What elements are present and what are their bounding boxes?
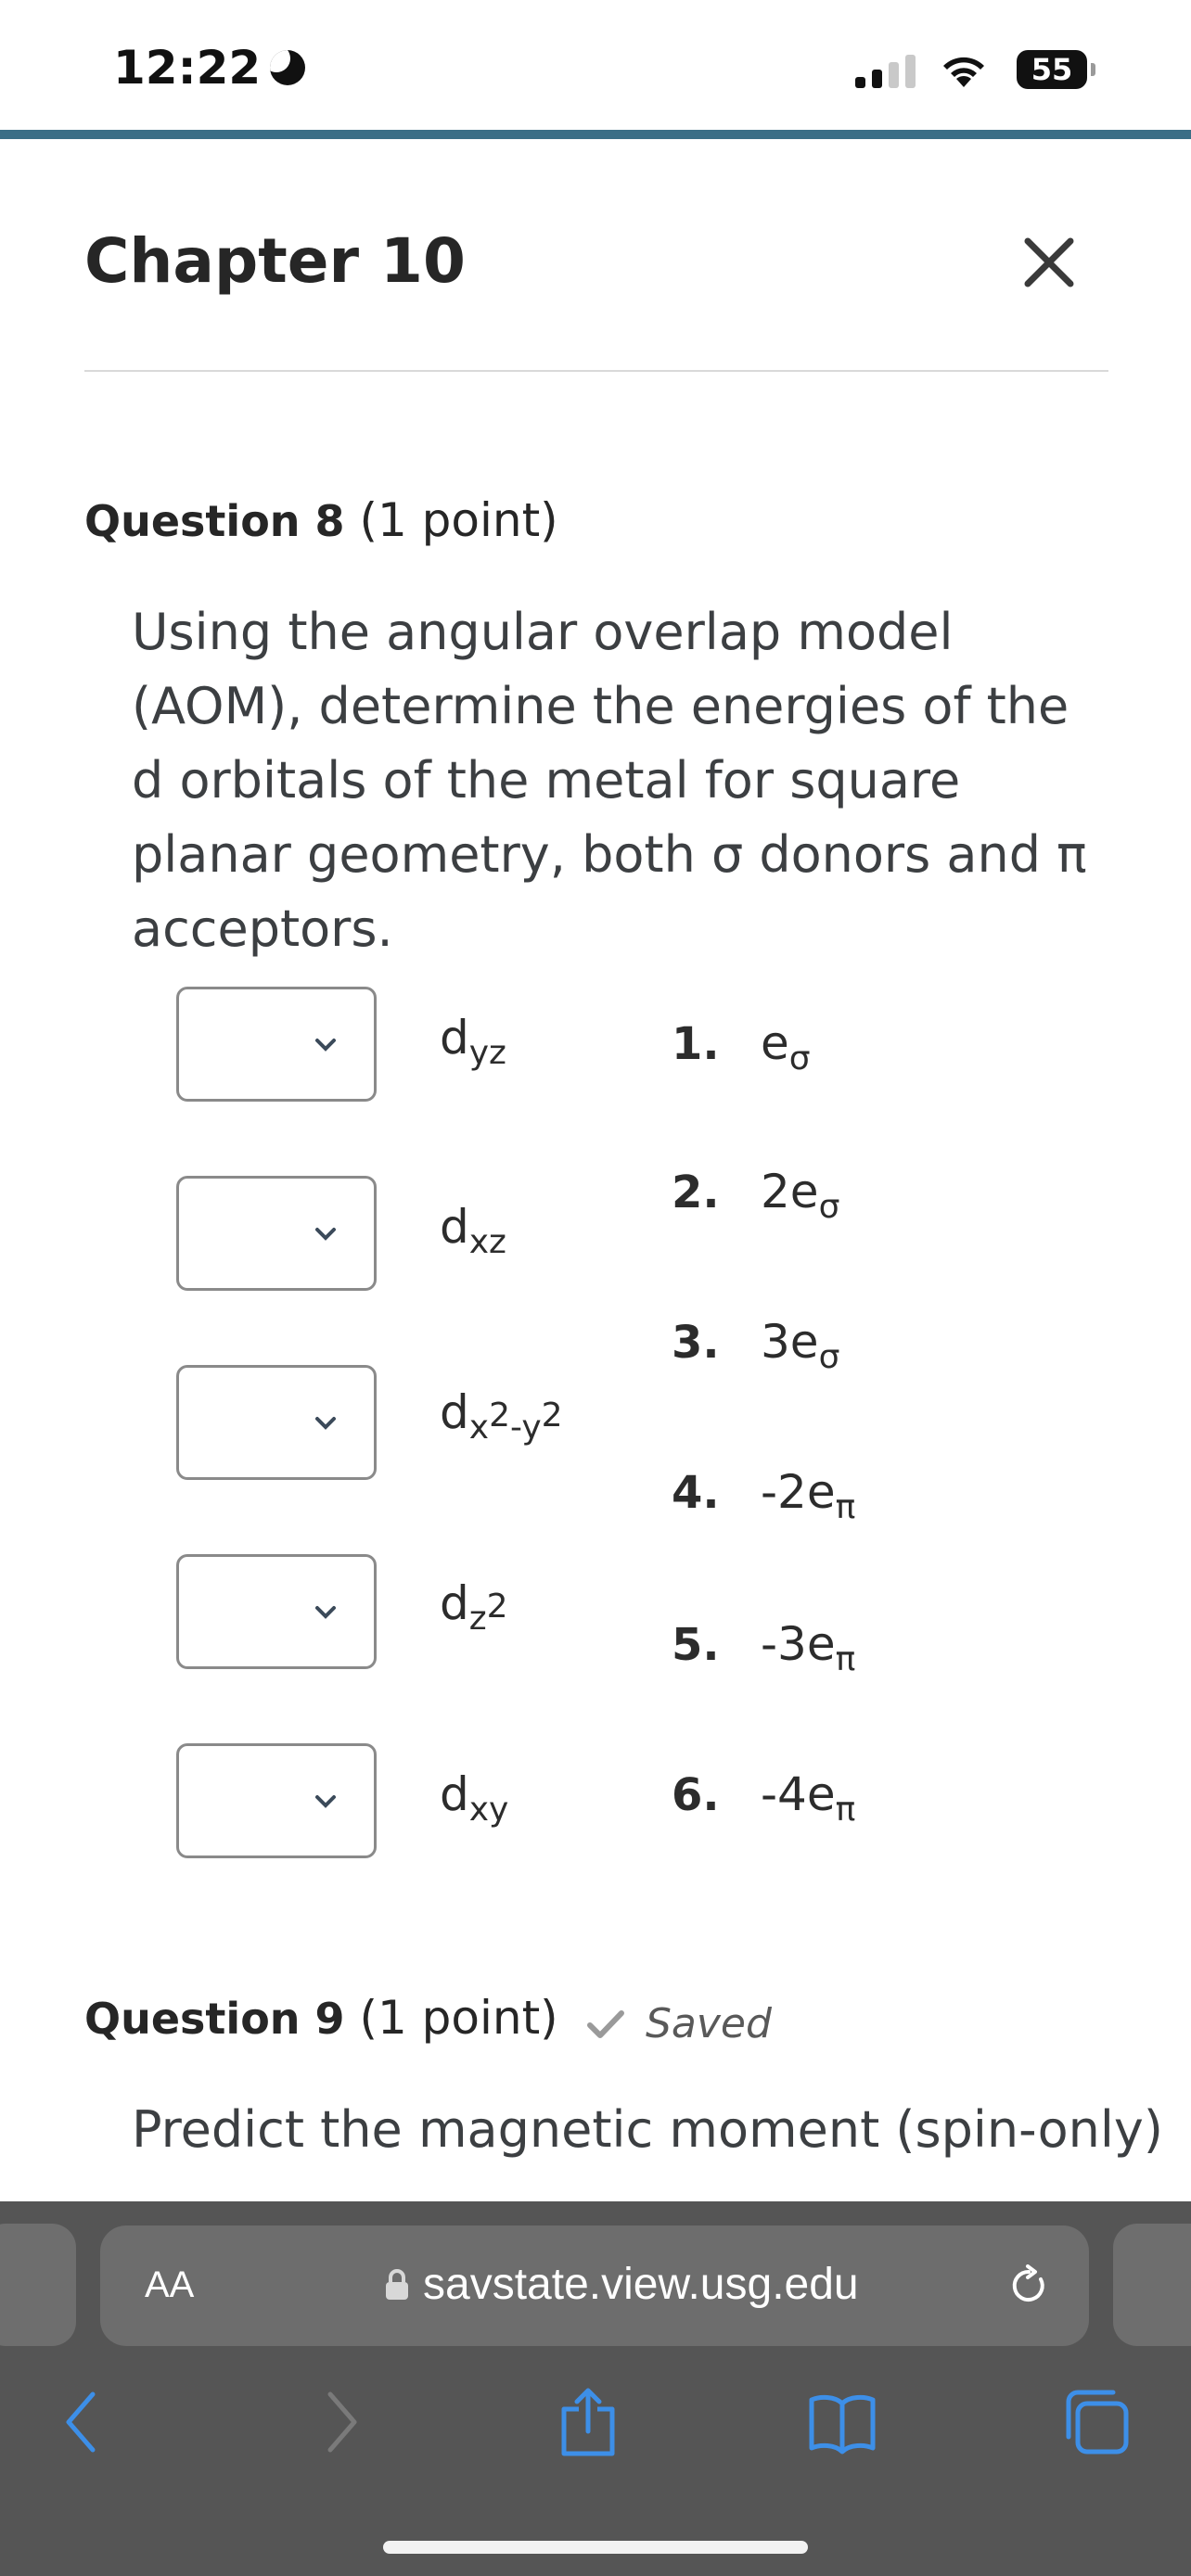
saved-label: Saved [646,2000,772,2047]
question-9-heading [84,1991,558,2045]
battery-icon [1017,50,1087,89]
url-text: savstate.view.usg.edu [423,2260,859,2309]
home-indicator [383,2541,808,2554]
option-item: 4. $-2e_\pi$ [672,1465,856,1526]
close-icon[interactable] [1018,232,1080,293]
chevron-down-icon [314,1227,337,1242]
option-item: 6. $-4e_\pi$ [672,1767,856,1829]
page-title: Chapter 10 [84,225,466,297]
option-item: 5. $-3e_\pi$ [672,1617,856,1678]
browser-toolbar [0,2350,1191,2576]
answer-select-dx2y2[interactable] [176,1365,377,1480]
chevron-down-icon [314,1794,337,1809]
orbital-label-dx2y2: $d_{x^2-y^2}$ [440,1385,563,1447]
question-label: Question 9 [84,1994,345,2044]
browser-address-area [0,2201,1191,2350]
chevron-down-icon [314,1038,337,1052]
cellular-signal-icon [855,51,916,88]
question-points: (1 point) [344,1991,558,2045]
answer-select-dz2[interactable] [176,1554,377,1669]
share-icon[interactable] [558,2385,618,2459]
orbital-label-dz2: $d_{z^2}$ [440,1576,508,1638]
reload-icon[interactable] [1007,2264,1050,2307]
question-8-text: Using the angular overlap model (AOM), determine the energies of the d orbitals of the metal for square planar geometry, both σ donors and π acceptors. [132,603,1087,958]
answer-select-dyz[interactable] [176,987,377,1102]
status-time [113,41,305,95]
option-item: 2. $2e_\sigma$ [672,1165,840,1226]
back-icon[interactable] [58,2385,104,2459]
previous-tab-preview[interactable] [0,2224,76,2346]
orbital-label-dxz: $d_{xz}$ [440,1200,506,1261]
next-tab-preview[interactable] [1113,2224,1191,2346]
question-8-heading [84,493,558,547]
orbital-label-dxy: $d_{xy}$ [440,1767,509,1829]
option-item: 1. $e_\sigma$ [672,1016,811,1078]
header-divider [84,370,1108,372]
checkmark-icon [586,2009,625,2040]
wifi-icon [937,50,991,89]
reader-settings-button[interactable]: AA [145,2264,195,2305]
chevron-down-icon [314,1605,337,1620]
chevron-down-icon [314,1416,337,1431]
battery-level: 55 [1031,52,1073,87]
orbital-label-dyz: $d_{yz}$ [440,1011,506,1072]
option-item: 3. $3e_\sigma$ [672,1315,840,1376]
saved-status [586,2000,772,2047]
moon-icon [270,50,305,85]
answer-select-dxz[interactable] [176,1176,377,1291]
status-bar [0,0,1191,130]
address-bar[interactable] [100,2225,1089,2346]
question-label: Question 8 [84,496,345,546]
question-9-text: Predict the magnetic moment (spin-only) [132,2100,1163,2159]
top-accent-bar [0,130,1191,139]
bookmarks-icon[interactable] [807,2385,877,2459]
url-display[interactable] [384,2259,859,2310]
forward-icon[interactable] [319,2385,365,2459]
clock-text: 12:22 [113,41,262,95]
answer-select-dxy[interactable] [176,1743,377,1858]
lock-icon [384,2268,410,2302]
tabs-icon[interactable] [1063,2385,1130,2459]
question-points: (1 point) [344,493,558,547]
